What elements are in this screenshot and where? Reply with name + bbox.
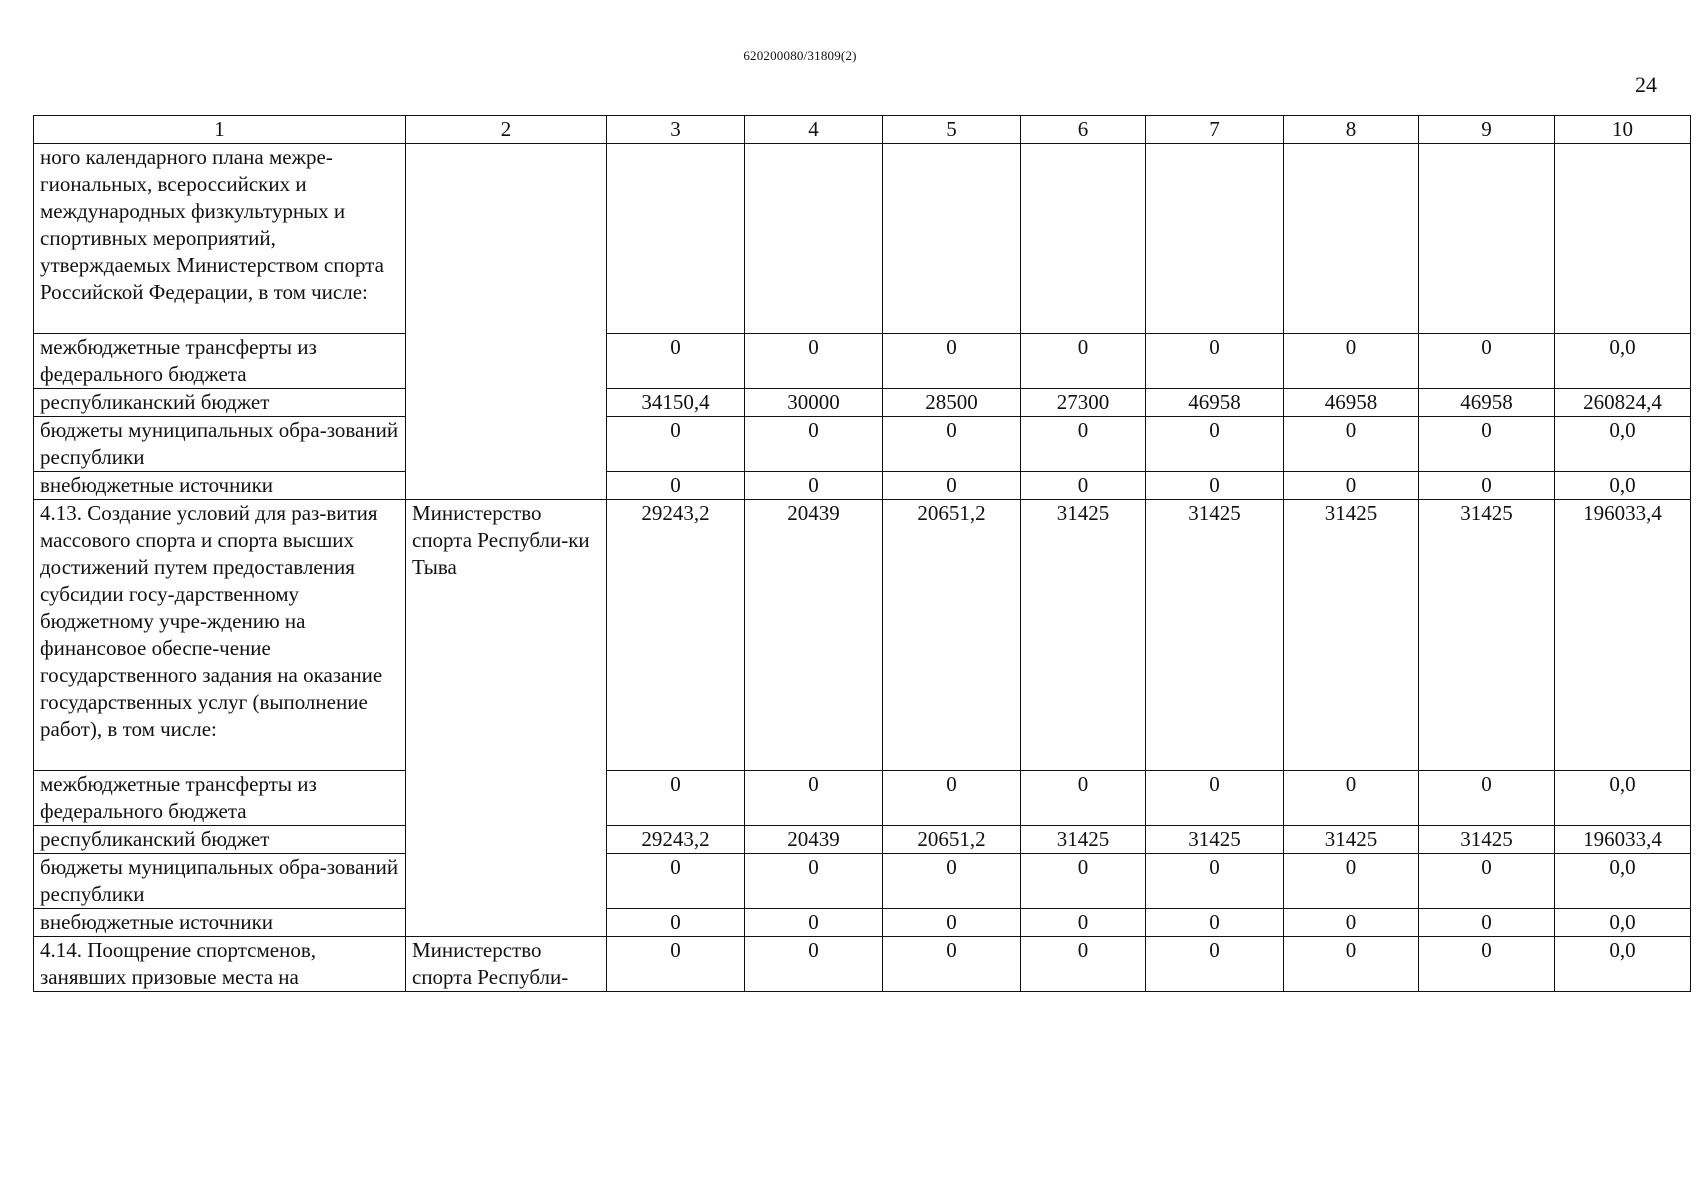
value-cell: 20651,2 [883, 826, 1021, 854]
column-number: 7 [1146, 116, 1284, 144]
value-cell: 0,0 [1555, 771, 1691, 826]
value-cell: 31425 [1419, 500, 1555, 771]
value-cell: 20439 [745, 826, 883, 854]
table-row [34, 417, 1691, 472]
value-cell: 0 [1284, 937, 1419, 992]
value-cell: 31425 [1021, 500, 1146, 771]
value-cell: 0,0 [1555, 854, 1691, 909]
table-row [34, 500, 1691, 771]
value-cell: 0 [1146, 937, 1284, 992]
value-cell [883, 144, 1021, 334]
value-cell: 0,0 [1555, 472, 1691, 500]
value-cell: 0 [1146, 771, 1284, 826]
value-cell: 0 [607, 472, 745, 500]
column-number-row [34, 116, 1691, 144]
table-row [34, 854, 1691, 909]
value-cell [1555, 144, 1691, 334]
column-number: 9 [1419, 116, 1555, 144]
value-cell [1146, 144, 1284, 334]
value-cell: 0 [607, 417, 745, 472]
row-description: республиканский бюджет [34, 389, 406, 417]
value-cell: 0 [745, 909, 883, 937]
value-cell [1021, 144, 1146, 334]
table-row [34, 771, 1691, 826]
value-cell: 27300 [1021, 389, 1146, 417]
value-cell: 0,0 [1555, 937, 1691, 992]
value-cell: 0 [745, 334, 883, 389]
row-description: республиканский бюджет [34, 826, 406, 854]
value-cell: 0 [745, 472, 883, 500]
value-cell: 31425 [1284, 826, 1419, 854]
value-cell: 0 [1284, 854, 1419, 909]
value-cell: 0 [883, 854, 1021, 909]
row-description: межбюджетные трансферты из федерального бюджета [34, 334, 406, 389]
value-cell: 0 [607, 909, 745, 937]
value-cell: 0 [607, 937, 745, 992]
row-description: 4.14. Поощрение спортсменов, занявших призовые места на [34, 937, 406, 992]
value-cell: 0 [1146, 417, 1284, 472]
column-number: 5 [883, 116, 1021, 144]
value-cell: 31425 [1419, 826, 1555, 854]
value-cell: 0 [1021, 417, 1146, 472]
value-cell: 0 [1284, 417, 1419, 472]
value-cell: 0 [1021, 334, 1146, 389]
value-cell: 0 [1419, 937, 1555, 992]
column-number: 6 [1021, 116, 1146, 144]
value-cell: 20439 [745, 500, 883, 771]
value-cell: 31425 [1021, 826, 1146, 854]
table-row [34, 937, 1691, 992]
value-cell: 0,0 [1555, 909, 1691, 937]
value-cell [1419, 144, 1555, 334]
value-cell: 0 [1284, 909, 1419, 937]
row-description: внебюджетные источники [34, 909, 406, 937]
page-number: 24 [1635, 72, 1657, 97]
column-number: 3 [607, 116, 745, 144]
value-cell: 0 [1419, 771, 1555, 826]
table-row [34, 144, 1691, 334]
executor-cell: Министерство спорта Республи-ки Тыва [406, 500, 607, 937]
value-cell: 196033,4 [1555, 826, 1691, 854]
column-number: 1 [34, 116, 406, 144]
value-cell: 0 [1146, 472, 1284, 500]
row-description: 4.13. Создание условий для раз-вития массового спорта и спорта высших достижений путем предоставления субсидии госу-дарственному бюджетному учре-ждению на финансовое обеспе-чение государственного задания на оказание государственных услуг (выполнение работ), в том числе: [34, 500, 406, 771]
executor-cell [406, 144, 607, 500]
value-cell: 46958 [1284, 389, 1419, 417]
value-cell: 0,0 [1555, 417, 1691, 472]
value-cell: 0 [745, 854, 883, 909]
value-cell: 0 [1146, 854, 1284, 909]
value-cell: 0 [607, 854, 745, 909]
executor-cell: Министерство спорта Республи- [406, 937, 607, 992]
value-cell: 0 [1021, 854, 1146, 909]
value-cell: 0 [1284, 334, 1419, 389]
value-cell: 0 [883, 334, 1021, 389]
value-cell: 0 [1146, 334, 1284, 389]
value-cell: 0 [1419, 854, 1555, 909]
value-cell: 0 [1021, 472, 1146, 500]
document-code: 620200080/31809(2) [743, 48, 857, 63]
value-cell: 0 [607, 771, 745, 826]
table-row [34, 826, 1691, 854]
value-cell: 0 [883, 771, 1021, 826]
row-description: ного календарного плана межре-гиональных, всероссийских и международных физкультурных и спортивных мероприятий, утверждаемых Министерством спорта Российской Федерации, в том числе: [34, 144, 406, 334]
value-cell: 31425 [1146, 826, 1284, 854]
column-number: 8 [1284, 116, 1419, 144]
value-cell: 0 [883, 937, 1021, 992]
value-cell: 196033,4 [1555, 500, 1691, 771]
column-number: 10 [1555, 116, 1691, 144]
value-cell: 0 [1419, 334, 1555, 389]
row-description: межбюджетные трансферты из федерального бюджета [34, 771, 406, 826]
value-cell [1284, 144, 1419, 334]
value-cell: 0 [745, 417, 883, 472]
table-row [34, 389, 1691, 417]
column-number: 4 [745, 116, 883, 144]
value-cell: 34150,4 [607, 389, 745, 417]
value-cell [745, 144, 883, 334]
row-description: бюджеты муниципальных обра-зований республики [34, 854, 406, 909]
value-cell: 0 [1021, 909, 1146, 937]
value-cell: 46958 [1146, 389, 1284, 417]
value-cell: 0,0 [1555, 334, 1691, 389]
value-cell: 0 [883, 909, 1021, 937]
value-cell: 0 [607, 334, 745, 389]
value-cell: 0 [1419, 472, 1555, 500]
table-row [34, 909, 1691, 937]
budget-table [33, 115, 1691, 992]
value-cell: 0 [745, 937, 883, 992]
value-cell: 0 [1021, 937, 1146, 992]
value-cell: 0 [883, 417, 1021, 472]
value-cell: 0 [1419, 417, 1555, 472]
column-number: 2 [406, 116, 607, 144]
value-cell [607, 144, 745, 334]
row-description: бюджеты муниципальных обра-зований республики [34, 417, 406, 472]
value-cell: 0 [1419, 909, 1555, 937]
value-cell: 29243,2 [607, 826, 745, 854]
value-cell: 28500 [883, 389, 1021, 417]
value-cell: 0 [1284, 472, 1419, 500]
table-row [34, 334, 1691, 389]
table-row [34, 472, 1691, 500]
value-cell: 20651,2 [883, 500, 1021, 771]
value-cell: 0 [745, 771, 883, 826]
value-cell: 30000 [745, 389, 883, 417]
row-description: внебюджетные источники [34, 472, 406, 500]
value-cell: 0 [1284, 771, 1419, 826]
value-cell: 0 [1146, 909, 1284, 937]
value-cell: 46958 [1419, 389, 1555, 417]
value-cell: 0 [1021, 771, 1146, 826]
value-cell: 0 [883, 472, 1021, 500]
value-cell: 31425 [1146, 500, 1284, 771]
value-cell: 31425 [1284, 500, 1419, 771]
value-cell: 29243,2 [607, 500, 745, 771]
value-cell: 260824,4 [1555, 389, 1691, 417]
